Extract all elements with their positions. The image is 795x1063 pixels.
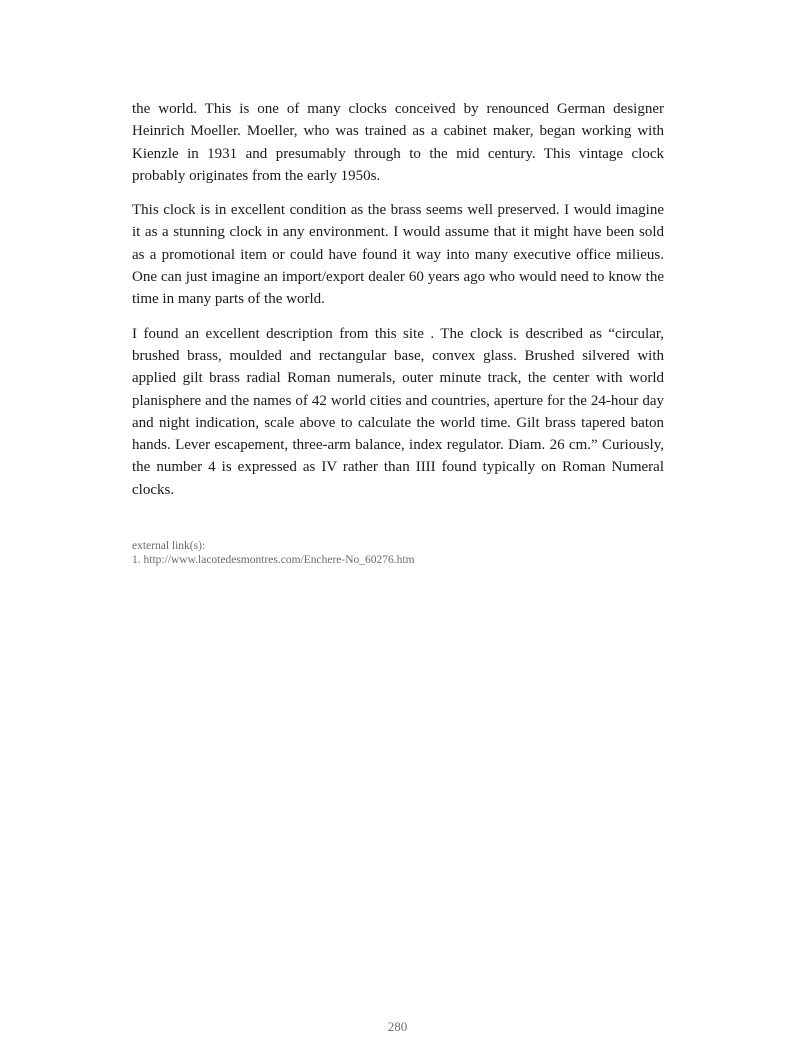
page-number: 280 xyxy=(387,1019,408,1034)
paragraph-1: the world. This is one of many clocks conceived by renounced German designer Heinrich Moeller. Moeller, who was trained as a cabinet maker, began working with Kienzle in 1931 and presumably through to the mid century. This vintage clock probably originates from the early 1950s. xyxy=(132,101,664,184)
external-links-heading: external link(s): xyxy=(132,540,206,552)
external-link-1[interactable]: 1. http://www.lacotedesmontres.com/Enchere-No_60276.htm xyxy=(132,554,415,566)
paragraph-2: This clock is in excellent condition as the brass seems well preserved. I would imagine it as a stunning clock in any environment. I would assume that it might have been sold as a promotional item or could have found it way into many executive office milieus. One can just imagine an import/export dealer 60 years ago who would need to know the time in many parts of the world. xyxy=(132,202,664,308)
external-links xyxy=(132,539,664,567)
paragraph-3: I found an excellent description from this site . The clock is described as “circular, brushed brass, moulded and rectangular base, convex glass. Brushed silvered with applied gilt brass radial Roman numerals, outer minute track, the center with world planisphere and the names of 42 world cities and countries, aperture for the 24-hour day and night indication, scale above to calculate the world time. Gilt brass tapered baton hands. Lever escapement, three-arm balance, index regulator. Diam. 26 cm.” Curiously, the number 4 is expressed as IV rather than IIII found typically on Roman Numeral clocks. xyxy=(132,325,664,498)
body-text xyxy=(132,98,664,513)
